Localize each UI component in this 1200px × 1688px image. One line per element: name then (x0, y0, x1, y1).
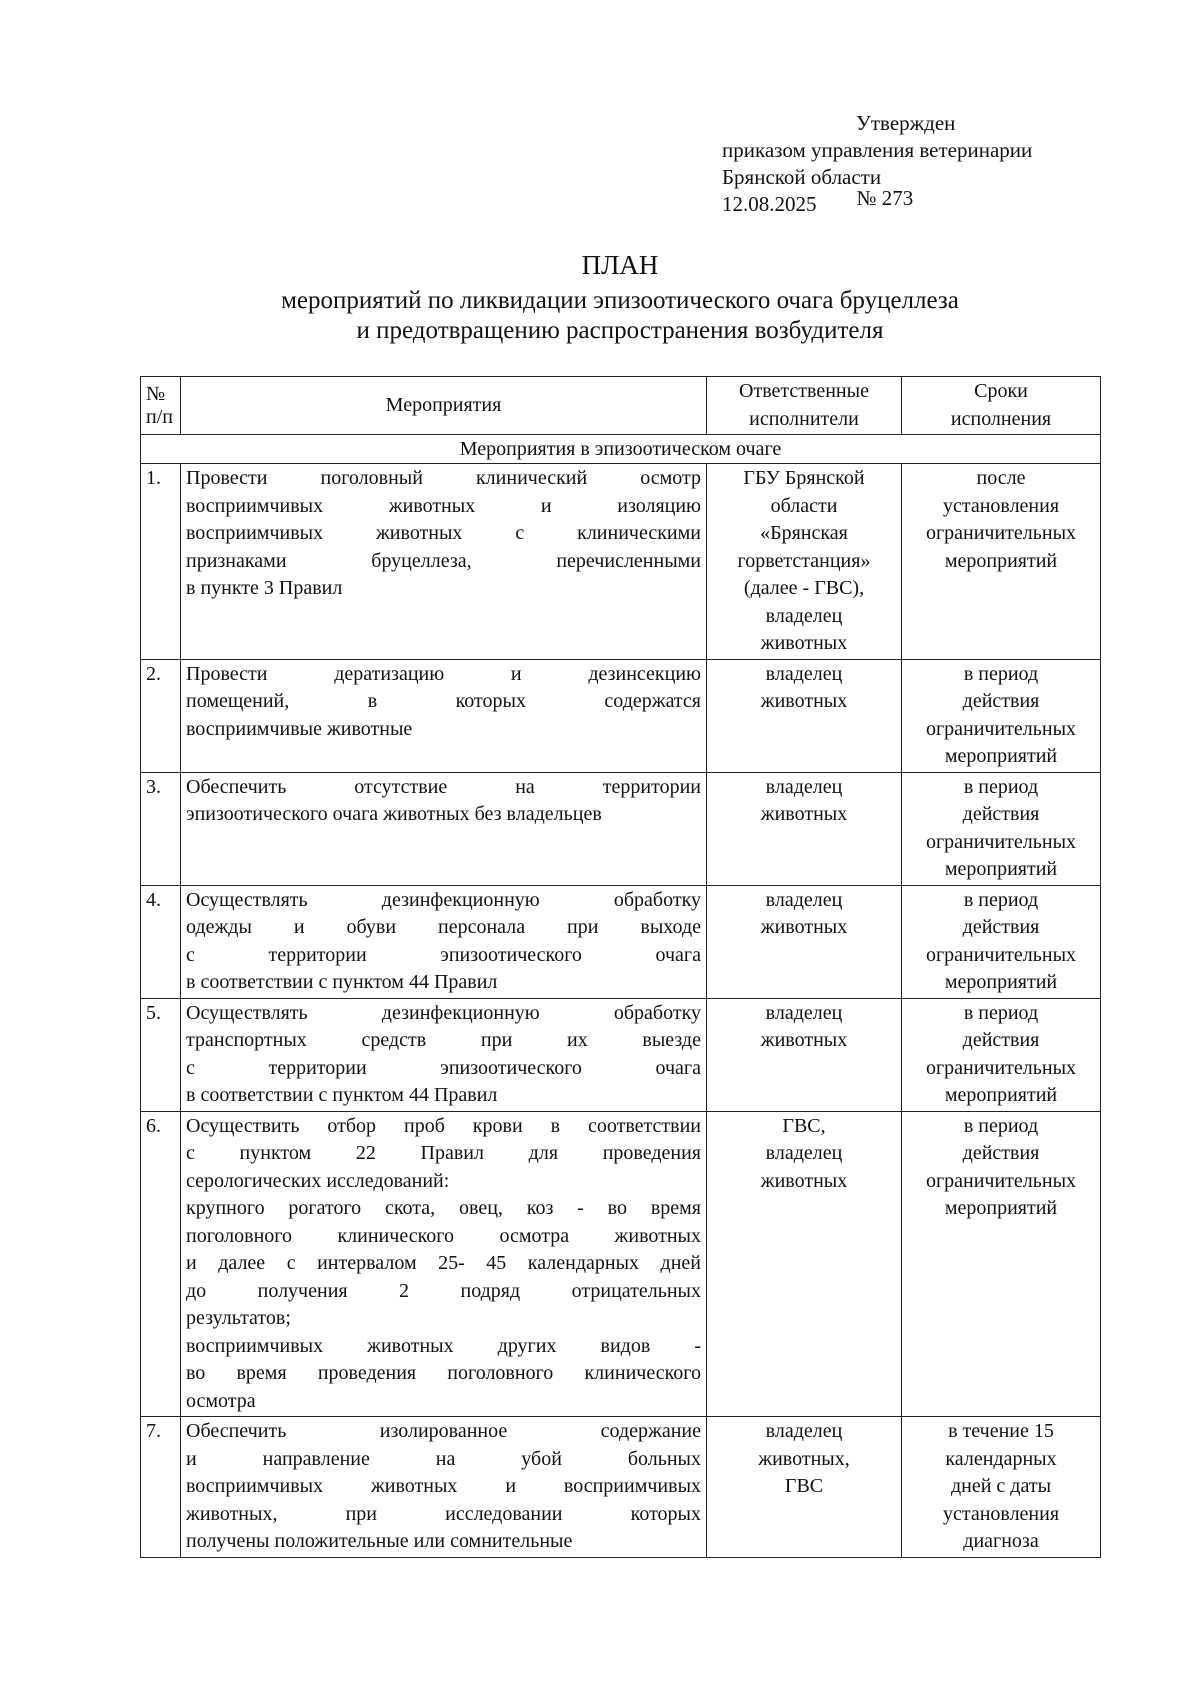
term-cell-line: мероприятий (944, 1197, 1058, 1219)
term-cell (902, 885, 1101, 998)
term-cell-line: в период (963, 888, 1039, 911)
title-main: ПЛАН (581, 250, 659, 280)
header-terms (902, 377, 1101, 435)
section-title: Мероприятия в эпизоотическом очаге (141, 435, 1101, 464)
activity-cell-line: Осуществлять дезинфекционную обработку (186, 888, 701, 911)
activity-cell-line: с территории эпизоотического очага (186, 1056, 701, 1079)
header-responsible (707, 377, 902, 435)
section-row (141, 435, 1101, 464)
term-cell-line: календарных (945, 1447, 1057, 1470)
responsible-cell (707, 464, 902, 660)
activity-cell-line: Осуществить отбор проб крови в соответствии (186, 1114, 701, 1137)
activity-cell-line: восприимчивых животных и изоляцию (186, 494, 701, 517)
term-cell-line: ограничительных (925, 830, 1077, 853)
responsible-cell (707, 772, 902, 885)
row-number: 5. (141, 998, 181, 1111)
activity-cell-line: восприимчивых животных с клиническими (186, 522, 701, 544)
activity-cell (181, 998, 707, 1111)
activity-cell-line: во время проведения поголовного клинического (186, 1362, 701, 1384)
term-cell-line: в период (963, 1001, 1039, 1024)
row-number: 7. (141, 1417, 181, 1558)
term-cell-line: мероприятий (944, 1084, 1058, 1106)
header-activities: Мероприятия (181, 377, 707, 435)
term-cell (902, 998, 1101, 1111)
responsible-cell-line: владелец (765, 1142, 843, 1164)
activity-cell (181, 1417, 707, 1558)
activity-cell-line: восприимчивые животные (186, 717, 413, 740)
responsible-cell (707, 885, 902, 998)
row-number: 1. (141, 464, 181, 660)
term-cell-line: дней с даты (950, 1475, 1052, 1497)
header-responsible-line2: исполнители (749, 407, 859, 430)
activity-cell-line: с территории эпизоотического очага (186, 943, 701, 966)
term-cell-line: действия (962, 803, 1040, 825)
activity-cell (181, 772, 707, 885)
approval-stamp (722, 110, 1142, 218)
term-cell-line: в течение 15 (948, 1420, 1054, 1442)
activity-cell-line: и далее с интервалом 25- 45 календарных дней (186, 1252, 701, 1274)
header-terms-line2: исполнения (950, 407, 1052, 430)
activity-cell-line: и направление на убой больных (186, 1447, 701, 1470)
activity-cell (181, 659, 707, 772)
activity-cell-line: поголовного клинического осмотра животных (186, 1224, 701, 1247)
activity-cell (181, 464, 707, 660)
activity-cell-line: крупного рогатого скота, овец, коз - во время (186, 1197, 701, 1219)
table-row (141, 1417, 1101, 1558)
term-cell (902, 659, 1101, 772)
responsible-cell-line: ГВС, (782, 1114, 826, 1137)
term-cell-line: действия (962, 916, 1040, 938)
term-cell (902, 1417, 1101, 1558)
activity-cell-line: до получения 2 подряд отрицательных (186, 1279, 701, 1302)
approval-number: № 273 (856, 186, 914, 210)
responsible-cell (707, 998, 902, 1111)
table-row (141, 998, 1101, 1111)
header-number (141, 377, 181, 435)
activity-cell-line: восприимчивых животных и восприимчивых (186, 1475, 701, 1497)
term-cell-line: диагноза (963, 1530, 1039, 1552)
activity-cell-line: транспортных средств при их выезде (186, 1029, 701, 1051)
responsible-cell-line: владелец (765, 662, 843, 685)
header-number-line1: № (146, 382, 166, 405)
term-cell-line: действия (962, 1029, 1040, 1051)
term-cell-line: действия (962, 690, 1040, 712)
term-cell-line: в период (963, 662, 1039, 685)
term-cell-line: установления (942, 494, 1060, 517)
approval-region-line: Брянской области (722, 165, 882, 189)
responsible-cell-line: владелец (765, 604, 843, 627)
approval-title: Утвержден (856, 111, 956, 135)
term-cell-line: действия (962, 1142, 1040, 1164)
responsible-cell-line: владелец (765, 775, 843, 798)
activity-cell-line: одежды и обуви персонала при выходе (186, 916, 701, 938)
header-responsible-line1: Ответственные (739, 380, 869, 402)
activity-cell-line: животных, при исследовании которых (186, 1502, 701, 1525)
activity-cell-line: восприимчивых животных других видов - (186, 1334, 701, 1357)
responsible-cell-line: животных (760, 690, 848, 712)
title-line-2: мероприятий по ликвидации эпизоотического очага бруцеллеза (281, 287, 959, 314)
activity-cell-line: результатов; (186, 1307, 291, 1329)
row-number: 6. (141, 1111, 181, 1417)
responsible-cell-line: ГВС (784, 1475, 824, 1497)
term-cell (902, 464, 1101, 660)
term-cell-line: установления (942, 1502, 1060, 1525)
activity-cell-line: Осуществлять дезинфекционную обработку (186, 1001, 701, 1024)
term-cell (902, 772, 1101, 885)
document-title (140, 250, 1100, 346)
activity-cell-line: Провести поголовный клинический осмотр (186, 467, 701, 489)
approval-order-line: приказом управления ветеринарии (722, 138, 1033, 162)
term-cell-line: ограничительных (925, 1169, 1077, 1192)
term-cell-line: мероприятий (944, 549, 1058, 572)
activity-cell-line: с пунктом 22 Правил для проведения (186, 1142, 701, 1164)
activity-cell-line: в пункте 3 Правил (186, 577, 343, 599)
table-row (141, 1111, 1101, 1417)
activity-cell-line: серологических исследований: (186, 1169, 450, 1192)
activity-cell-line: осмотра (186, 1389, 256, 1412)
responsible-cell-line: владелец (765, 888, 843, 911)
term-cell-line: в период (963, 775, 1039, 798)
plan-table (140, 376, 1101, 1558)
responsible-cell-line: животных, (758, 1447, 850, 1470)
responsible-cell (707, 659, 902, 772)
term-cell-line: ограничительных (925, 1056, 1077, 1079)
term-cell-line: мероприятий (944, 971, 1058, 993)
row-number: 3. (141, 772, 181, 885)
header-terms-line1: Сроки (974, 380, 1028, 402)
term-cell-line: мероприятий (944, 745, 1058, 767)
responsible-cell (707, 1111, 902, 1417)
table-row (141, 885, 1101, 998)
responsible-cell-line: владелец (765, 1001, 843, 1024)
approval-date-number (722, 186, 1142, 218)
activity-cell-line: в соответствии с пунктом 44 Правил (186, 1084, 498, 1106)
activity-cell-line: в соответствии с пунктом 44 Правил (186, 971, 498, 993)
activity-cell-line: Обеспечить отсутствие на территории (186, 775, 701, 798)
term-cell-line: в период (963, 1114, 1039, 1137)
activity-cell-line: помещений, в которых содержатся (186, 690, 701, 712)
term-cell (902, 1111, 1101, 1417)
table-header-row (141, 377, 1101, 435)
approval-date: 12.08.2025 (722, 192, 817, 216)
activity-cell-line: Провести дератизацию и дезинсекцию (186, 662, 701, 685)
term-cell-line: мероприятий (944, 858, 1058, 880)
activity-cell-line: эпизоотического очага животных без владельцев (186, 803, 602, 825)
responsible-cell-line: владелец (765, 1420, 843, 1442)
responsible-cell-line: области (770, 494, 838, 517)
responsible-cell-line: горветстанция» (737, 549, 871, 572)
responsible-cell (707, 1417, 902, 1558)
responsible-cell-line: животных (760, 803, 848, 825)
activity-cell (181, 885, 707, 998)
responsible-cell-line: (далее - ГВС), (743, 577, 865, 599)
table-row (141, 464, 1101, 660)
row-number: 2. (141, 659, 181, 772)
term-cell-line: ограничительных (925, 717, 1077, 740)
responsible-cell-line: животных (760, 916, 848, 938)
responsible-cell-line: животных (760, 632, 848, 654)
activity-cell (181, 1111, 707, 1417)
activity-cell-line: Обеспечить изолированное содержание (186, 1420, 701, 1442)
row-number: 4. (141, 885, 181, 998)
activity-cell-line: получены положительные или сомнительные (186, 1530, 573, 1552)
header-number-line2: п/п (146, 405, 173, 428)
term-cell-line: ограничительных (925, 943, 1077, 966)
responsible-cell-line: ГБУ Брянской (743, 467, 865, 489)
term-cell-line: ограничительных (925, 522, 1077, 544)
activity-cell-line: признаками бруцеллеза, перечисленными (186, 549, 701, 572)
table-row (141, 772, 1101, 885)
term-cell-line: после (976, 467, 1026, 489)
responsible-cell-line: животных (760, 1169, 848, 1192)
responsible-cell-line: животных (760, 1029, 848, 1051)
title-line-3: и предотвращению распространения возбудителя (356, 317, 884, 344)
table-row (141, 659, 1101, 772)
responsible-cell-line: «Брянская (760, 522, 848, 544)
